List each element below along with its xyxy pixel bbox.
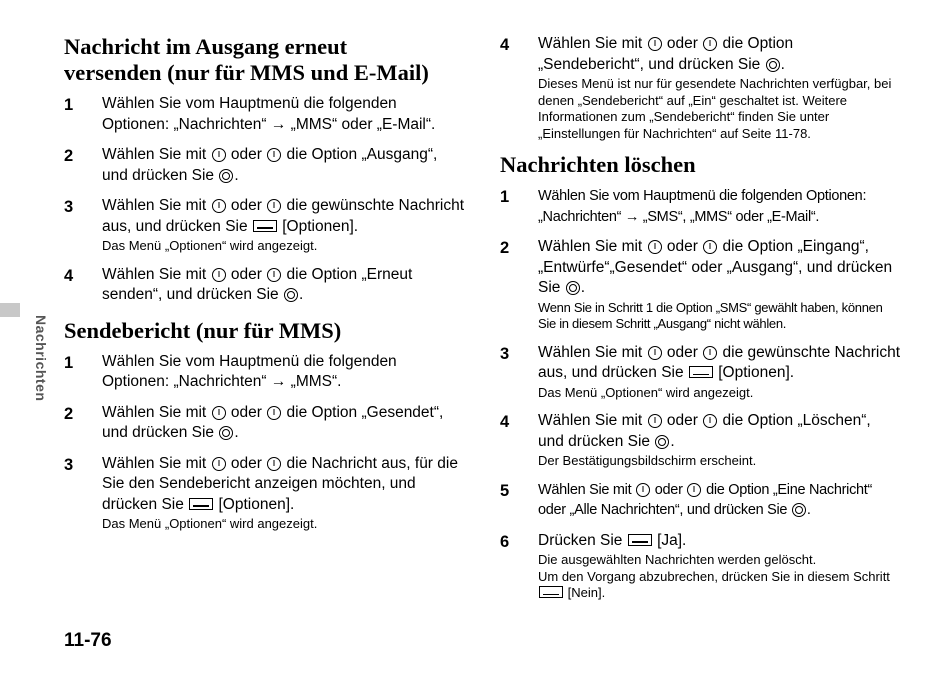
step-text [102, 265, 464, 306]
step-text-part: oder [666, 35, 698, 52]
step-note: Das Menü „Optionen“ wird angezeigt. [102, 516, 318, 531]
softkey-icon [189, 498, 213, 510]
step-text-part: Wählen Sie mit [102, 454, 207, 472]
step-item [500, 531, 900, 602]
step-number: 1 [500, 188, 510, 206]
step-text-part: die gewünschte Nachricht aus, und drücken Sie [102, 197, 465, 235]
step-note-part: [Nein]. [567, 585, 606, 600]
step-text [102, 145, 464, 186]
nav-up-icon [648, 37, 662, 51]
page-number: 11-76 [64, 630, 112, 651]
nav-up-icon [212, 148, 226, 162]
nav-up-icon [212, 406, 226, 420]
step-text-part: . [580, 279, 586, 296]
step-text: Wählen Sie vom Hauptmenü die folgenden Optionen: „Nachrichten“ → „SMS“, „MMS“ oder „E-Mail“. [538, 188, 867, 225]
softkey-icon [628, 534, 652, 546]
step-text-part: Drücken Sie [538, 531, 623, 549]
step-number: 3 [500, 344, 510, 363]
step-number: 1 [64, 96, 74, 114]
step-text [538, 531, 900, 552]
step-item [500, 186, 900, 227]
step-number: 3 [64, 455, 74, 474]
step-text-part: Wählen Sie mit [102, 403, 207, 421]
step-number: 1 [64, 353, 74, 372]
step-item [500, 343, 900, 402]
step-text-part: die gewünschte Nachricht aus, und drücken Sie [538, 343, 901, 381]
step-text-part: oder [230, 146, 262, 163]
step-note: Das Menü „Optionen“ wird angezeigt. [102, 238, 318, 253]
side-tab-marker [0, 303, 20, 317]
step-text-part: . [298, 286, 304, 303]
step-text-part: die Option „Erneut senden“, und drücken Sie [102, 265, 413, 303]
step-text [538, 343, 900, 384]
nav-down-icon [687, 483, 701, 497]
softkey-icon [689, 366, 713, 378]
nav-up-icon [212, 199, 226, 213]
step-text-part: die Option „Gesendet“, und drücken Sie [102, 403, 444, 441]
softkey-right-icon [539, 586, 563, 598]
center-key-icon [766, 58, 780, 72]
step-text-part: oder [230, 403, 262, 421]
nav-up-icon [636, 483, 650, 497]
nav-up-icon [648, 414, 662, 428]
step-note [538, 569, 900, 602]
step-item [500, 480, 900, 521]
nav-down-icon [703, 240, 717, 254]
side-tab-label: Nachrichten [33, 315, 49, 402]
step-item [64, 94, 464, 135]
step-text-part: oder [666, 412, 698, 429]
section-title-resend [64, 34, 464, 86]
step-text [538, 480, 900, 521]
nav-down-icon [703, 346, 717, 360]
step-text-part: [Optionen]. [218, 495, 295, 513]
step-item [64, 352, 464, 393]
step-text-part: oder [666, 343, 698, 361]
nav-down-icon [703, 37, 717, 51]
nav-down-icon [267, 406, 281, 420]
nav-up-icon [212, 457, 226, 471]
step-item [500, 411, 900, 470]
center-key-icon [566, 281, 580, 295]
step-text [102, 196, 464, 237]
section-title-delete: Nachrichten löschen [500, 152, 696, 177]
nav-down-icon [267, 457, 281, 471]
step-item [64, 403, 464, 444]
step-item [500, 34, 900, 142]
step-text-part: . [780, 55, 785, 73]
step-note: Wenn Sie in Schritt 1 die Option „SMS“ gewählt haben, können Sie in diesem Schritt „Ausgang“ nicht wählen. [538, 299, 883, 331]
step-number: 4 [500, 36, 510, 54]
step-number: 6 [500, 532, 510, 551]
step-number: 3 [64, 198, 74, 216]
step-text-part: die Option „Sendebericht“, und drücken Sie [538, 35, 794, 73]
step-item [64, 265, 464, 306]
step-text-part: [Optionen]. [718, 364, 795, 381]
step-text-part: Wählen Sie mit [538, 481, 632, 498]
nav-up-icon [648, 240, 662, 254]
step-text-part: . [670, 432, 675, 450]
step-text-part: Wählen Sie mit [102, 265, 207, 283]
step-text-part: . [806, 502, 811, 518]
step-text-part: oder [666, 238, 698, 255]
step-text-part: oder [654, 481, 683, 498]
section-title-line: Nachricht im Ausgang erneut [64, 34, 348, 59]
step-text [102, 403, 464, 444]
step-text-part: die Option „Eingang“, „Entwürfe“„Gesendet“ oder „Ausgang“, und drücken Sie [538, 238, 893, 296]
center-key-icon [284, 288, 298, 302]
step-note: Die ausgewählten Nachrichten werden gelöscht. [538, 552, 817, 567]
step-item [64, 196, 464, 255]
step-note-part: Um den Vorgang abzubrechen, drücken Sie in diesem Schritt [538, 568, 890, 584]
step-text-part: die Option „Löschen“, und drücken Sie [538, 412, 871, 450]
center-key-icon [792, 503, 806, 517]
step-number: 2 [500, 239, 510, 257]
step-number: 4 [64, 266, 74, 285]
center-key-icon [219, 426, 233, 440]
step-number: 2 [64, 147, 74, 165]
nav-down-icon [703, 414, 717, 428]
nav-up-icon [212, 268, 226, 282]
nav-down-icon [267, 268, 281, 282]
step-text-part: oder [230, 197, 262, 214]
center-key-icon [219, 169, 233, 183]
step-note: Das Menü „Optionen“ wird angezeigt. [538, 384, 754, 400]
step-item [500, 237, 900, 333]
step-text-part: die Nachricht aus, für die Sie den Sendebericht anzeigen möchten, und drücken Sie [102, 454, 458, 513]
step-text-part: Wählen Sie mit [102, 146, 207, 163]
step-text [102, 454, 464, 516]
step-text: Wählen Sie vom Hauptmenü die folgenden Optionen: „Nachrichten“ → „MMS“. [102, 352, 397, 390]
step-text-part: oder [230, 265, 262, 283]
section-title-line: versenden (nur für MMS und E-Mail) [64, 60, 429, 85]
step-text-part: Wählen Sie mit [538, 412, 643, 429]
step-note: Dieses Menü ist nur für gesendete Nachrichten verfügbar, bei denen „Sendebericht“ auf „Ein“ geschaltet ist. Weitere Informationen zum „Sendebericht“ finden Sie unter „Einstellungen für Nachrichten“ auf Seite 11-78. [538, 76, 892, 141]
step-text [538, 34, 900, 75]
step-text-part: die Option „Ausgang“, und drücken Sie [102, 146, 438, 184]
step-text-part: Wählen Sie mit [102, 197, 207, 214]
right-column [500, 34, 900, 612]
step-text-part: die Option „Eine Nachricht“ oder „Alle Nachrichten“, und drücken Sie [538, 481, 873, 518]
nav-down-icon [267, 199, 281, 213]
step-text-part: Wählen Sie mit [538, 343, 643, 361]
step-number: 4 [500, 413, 510, 431]
step-item [64, 145, 464, 186]
step-text-part: Wählen Sie mit [538, 35, 643, 52]
step-text-part: oder [230, 454, 262, 472]
step-text-part: . [234, 424, 239, 441]
section-title-sendebericht: Sendebericht (nur für MMS) [64, 317, 342, 343]
step-text [538, 237, 900, 299]
step-text: Wählen Sie vom Hauptmenü die folgenden Optionen: „Nachrichten“ → „MMS“ oder „E-Mail“. [102, 95, 436, 133]
step-text [538, 411, 900, 452]
step-item [64, 454, 464, 533]
step-note: Der Bestätigungsbildschirm erscheint. [538, 453, 757, 468]
step-number: 5 [500, 481, 510, 500]
nav-down-icon [267, 148, 281, 162]
step-text-part: Wählen Sie mit [538, 238, 643, 255]
step-text-part: [Optionen]. [282, 217, 359, 235]
step-text-part: [Ja]. [657, 531, 687, 549]
softkey-icon [253, 220, 277, 232]
center-key-icon [655, 435, 669, 449]
step-number: 2 [64, 404, 74, 423]
step-text-part: . [234, 166, 239, 184]
nav-up-icon [648, 346, 662, 360]
left-column [64, 34, 464, 543]
